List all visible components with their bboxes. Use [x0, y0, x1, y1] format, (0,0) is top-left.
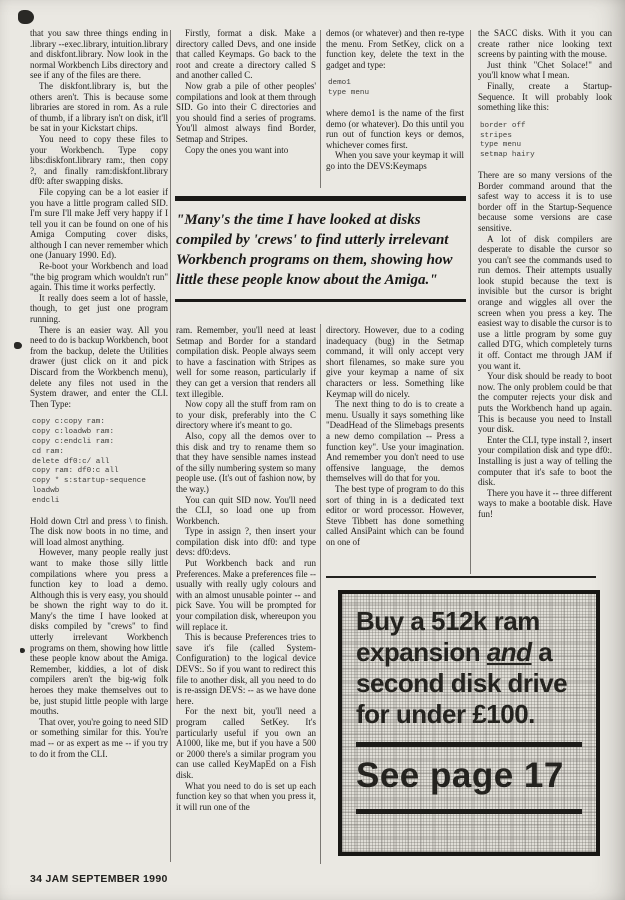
code-line: copy ram: df0:c all	[32, 467, 119, 476]
code-line: loadwb	[32, 486, 60, 495]
paragraph: A lot of disk compilers are desperate to disable the cursor so you can't see the commands used to run demos. Their attempts usually look stupid because the text is invisible but the cursor is bright orange and wiggles all over the screen when you press a key. The easiest way to disable the cursor is to use a little program by some guy called DTG, which completely turns it off. Contact me through JAM if you want it.	[478, 233, 612, 371]
code-line: stripes	[480, 131, 512, 140]
ad-divider	[356, 809, 582, 814]
paragraph: The next thing to do is to create a menu. Usually it says something like "DeadHead of the Slimebags presents a new demo compilation -- Press a function key". Use your imagination. And remember you don't need to use offensive language, the demos themselves will do that for you.	[326, 399, 464, 484]
code-line: cd ram:	[32, 447, 64, 456]
paragraph-group	[30, 516, 168, 760]
paragraph-group	[326, 108, 464, 172]
pull-quote-rule-bottom	[175, 299, 466, 302]
column-divider	[170, 30, 171, 862]
scan-artifact	[18, 10, 34, 24]
paragraph: Copy the ones you want into	[185, 144, 289, 155]
column-divider	[320, 324, 321, 864]
paragraph-group	[326, 28, 464, 70]
article-column-2-bottom	[176, 325, 316, 868]
paragraph: The diskfont.library is, but the others aren't. This is because some libraries are stored in rom. As a rule of thumb, if a library isn't on disk, it'll be sat in your Kickstart chips.	[30, 80, 168, 134]
paragraph: the SACC disks. With it you can create rather nice looking text screens by painting with the mouse.	[478, 28, 612, 60]
paragraph: For the next bit, you'll need a program called SetKey. It's particularly useful if you own an A1000, like me, but if you have a 500 or 2000 there's a similar program you can use called KeyMapEd on a Fish disk.	[176, 706, 316, 780]
paragraph-group	[478, 28, 612, 113]
cli-code-block	[328, 79, 464, 99]
paragraph: When you save your keymap it will go into the DEVS:Keymaps	[326, 150, 464, 171]
paragraph: Also, copy all the demos over to this disk and try to rename them so that they have sensible names instead of the silly numbering system so many people use. (It's out of fashion now, by the way.)	[176, 430, 316, 494]
paragraph-group	[478, 170, 612, 520]
cli-code-block	[32, 418, 168, 506]
paragraph: There are so many versions of the Border command around that the safest way to access it is to use border off in the Startup-Sequence because some versions are case sensitive.	[478, 169, 612, 233]
ad-headline-part2: a second disk drive for under £100.	[356, 637, 568, 729]
column-divider	[320, 30, 321, 188]
scan-artifact	[20, 648, 25, 653]
code-line: copy c:endcli ram:	[32, 437, 115, 446]
paragraph-group	[30, 28, 168, 409]
paragraph: Type in assign ?, then insert your compilation disk into df0: and type devs: df0:devs.	[176, 526, 316, 558]
cli-code-block	[480, 122, 612, 161]
paragraph: Your disk should be ready to boot now. The only problem could be that the computer rejects your disk and puts the Workbench hand up again. This is because you need to Install your disk.	[478, 371, 612, 435]
pull-quote	[175, 196, 466, 302]
pull-quote-text: "Many's the time I have looked at disks compiled by 'crews' to find utterly irrelevant Workbench programs on them, showing how little these people know about the Amiga."	[176, 212, 453, 288]
paragraph: There is an easier way. All you need to do is backup Workbench, boot from the backup, delete the Utilities drawer (just click on it and pick Discard from the Workbench menu), delete any files not used in the System drawer, and enter the CLI. Then Type:	[30, 324, 168, 409]
page-footer: 34 JAM SEPTEMBER 1990	[30, 873, 168, 885]
paragraph: Now copy all the stuff from ram on to your disk, preferably into the C directory where it's meant to go.	[176, 399, 316, 431]
paragraph: There you have it -- three different ways to make a bootable disk. Have fun!	[478, 487, 612, 519]
paragraph-group	[176, 28, 316, 155]
paragraph: The best type of program to do this sort of thing in is a dedicated text editor or word processor. However, Steve Tibbett has done something called AnsiPaint which can be found on one of	[326, 483, 464, 547]
scan-artifact	[14, 342, 22, 349]
code-line: type menu	[480, 141, 522, 150]
pull-quote-rule-top	[175, 196, 466, 201]
paragraph: That over, you're going to need SID or something similar for this. You're mad -- or as expert as me -- if you try to do it from the CLI.	[30, 716, 168, 759]
paragraph: This is because Preferences tries to save it's file (called System-Configuration) to the logical device DEVS:. So if you want to redirect this file to another disk, all you need to do is re-assign DEVS: -- as we have done here.	[176, 632, 316, 706]
code-line: border off	[480, 121, 526, 130]
code-line: type menu	[328, 89, 370, 98]
article-column-2-top	[176, 28, 316, 188]
paragraph: ram. Remember, you'll need at least Setmap and Border for a standard compilation disk. People always seem to have a fascination with Stripes as well for some reason, particularly if they can get a version that renders all text illegible.	[176, 325, 316, 399]
paragraph: File copying can be a lot easier if you have a little program called SID. I'm sure I'll make Jeff very happy if I tell you it can be found on one of his Amiga Computing cover disks, although I can never remember which one (January 1990. Ed).	[30, 186, 168, 261]
paragraph: Finally, create a Startup-Sequence. It will probably look something like this:	[478, 80, 612, 113]
paragraph: You can quit SID now. You'll need the CLI, so load one up from Workbench.	[176, 494, 316, 526]
code-line: copy * s:startup-sequence	[32, 477, 146, 486]
code-line: delete df0:c/ all	[32, 457, 110, 466]
article-column-3-bottom	[326, 325, 464, 571]
paragraph: Now grab a pile of other peoples' compilations and look at them through SID. Go into their C directories and you should find a series of programs. You'll almost always find Border, Setmap and Stripes.	[176, 80, 316, 144]
paragraph: However, many people really just want to make those silly little compilations where you press a function key to load a demo. Although this is very easy, you should be shown the right way to do it. Many's the time I have looked at disks compiled by "crews" to find utterly irrelevant Workbench programs on them, showing how little these people know about the Amiga. Remember, kiddies, a lot of disk compilers aren't the big-wig folk heroes they make themselves out to be, just stupid little people with large mouths.	[30, 547, 168, 717]
code-line: copy c:loadwb ram:	[32, 428, 115, 437]
article-column-3-top	[326, 28, 464, 190]
paragraph: Hold down Ctrl and press \ to finish. The disk now boots in no time, and will load almost anything.	[30, 515, 168, 547]
ad-headline-emphasis: and	[486, 637, 532, 667]
ad-divider	[356, 742, 582, 747]
paragraph: You need to copy these files to your Workbench. Type copy libs:diskfont.library ram:, then copy ?, and finally ram:diskfont.library df0: after swapping disks.	[30, 133, 168, 187]
advertisement-box	[338, 590, 600, 856]
paragraph: Re-boot your Workbench and load "the big program which wouldn't run" again. This time it works perfectly.	[30, 261, 168, 293]
code-line: copy c:copy ram:	[32, 418, 105, 427]
column-divider	[470, 30, 471, 574]
paragraph: Enter the CLI, type install ?, insert your compilation disk and type df0:. Installing is just a way of telling the computer that it's safe to boot the disk.	[478, 434, 612, 488]
paragraph: Just think "Chet Solace!" and you'll know what I mean.	[478, 59, 612, 81]
article-column-1	[30, 28, 168, 866]
paragraph: that you saw three things ending in .library --exec.library, intuition.library and diskfont.library. Now look in the normal Workbench Libs directory and see if any of the files are there.	[30, 28, 168, 81]
ad-headline	[356, 606, 584, 730]
paragraph: Firstly, format a disk. Make a directory called Devs, and one inside that called Keymaps. Go back to the root and create a directory called S and another called C.	[176, 28, 316, 81]
ad-headline-part1: Buy a 512k ram expansion	[356, 606, 540, 667]
paragraph: demos (or whatever) and then re-type the menu. From SetKey, click on a function key, delete the text in the gadget and type:	[326, 28, 464, 70]
code-line: setmap hairy	[480, 151, 535, 160]
ad-see-page: See page 17	[356, 756, 564, 795]
paragraph: It really does seem a lot of hassle, though, to get just one program running.	[30, 292, 168, 325]
code-line: endcli	[32, 496, 60, 505]
paragraph: where demo1 is the name of the first demo (or whatever). Do this until you run out of function keys or demos, whichever comes first.	[326, 107, 464, 150]
code-line: demo1	[328, 79, 351, 88]
paragraph-group	[176, 325, 316, 812]
ad-section-rule	[326, 576, 596, 578]
paragraph: What you need to do is set up each function key so that when you press it, it will run one of the	[176, 780, 316, 812]
paragraph: directory. However, due to a coding inadequacy (bug) in the Setmap command, it will only accept very short filenames, so make sure you give your keymap a name of six characters or less. Something like Keymap will do nicely.	[326, 325, 464, 399]
article-column-4	[478, 28, 612, 568]
paragraph: Put Workbench back and run Preferences. Make a preferences file -- usually with really ugly colours and with an almost unusable pointer -- and pick Save. You will be prompted for your compilation disk, whereupon you will replace it.	[176, 558, 316, 632]
paragraph-group	[326, 325, 464, 547]
